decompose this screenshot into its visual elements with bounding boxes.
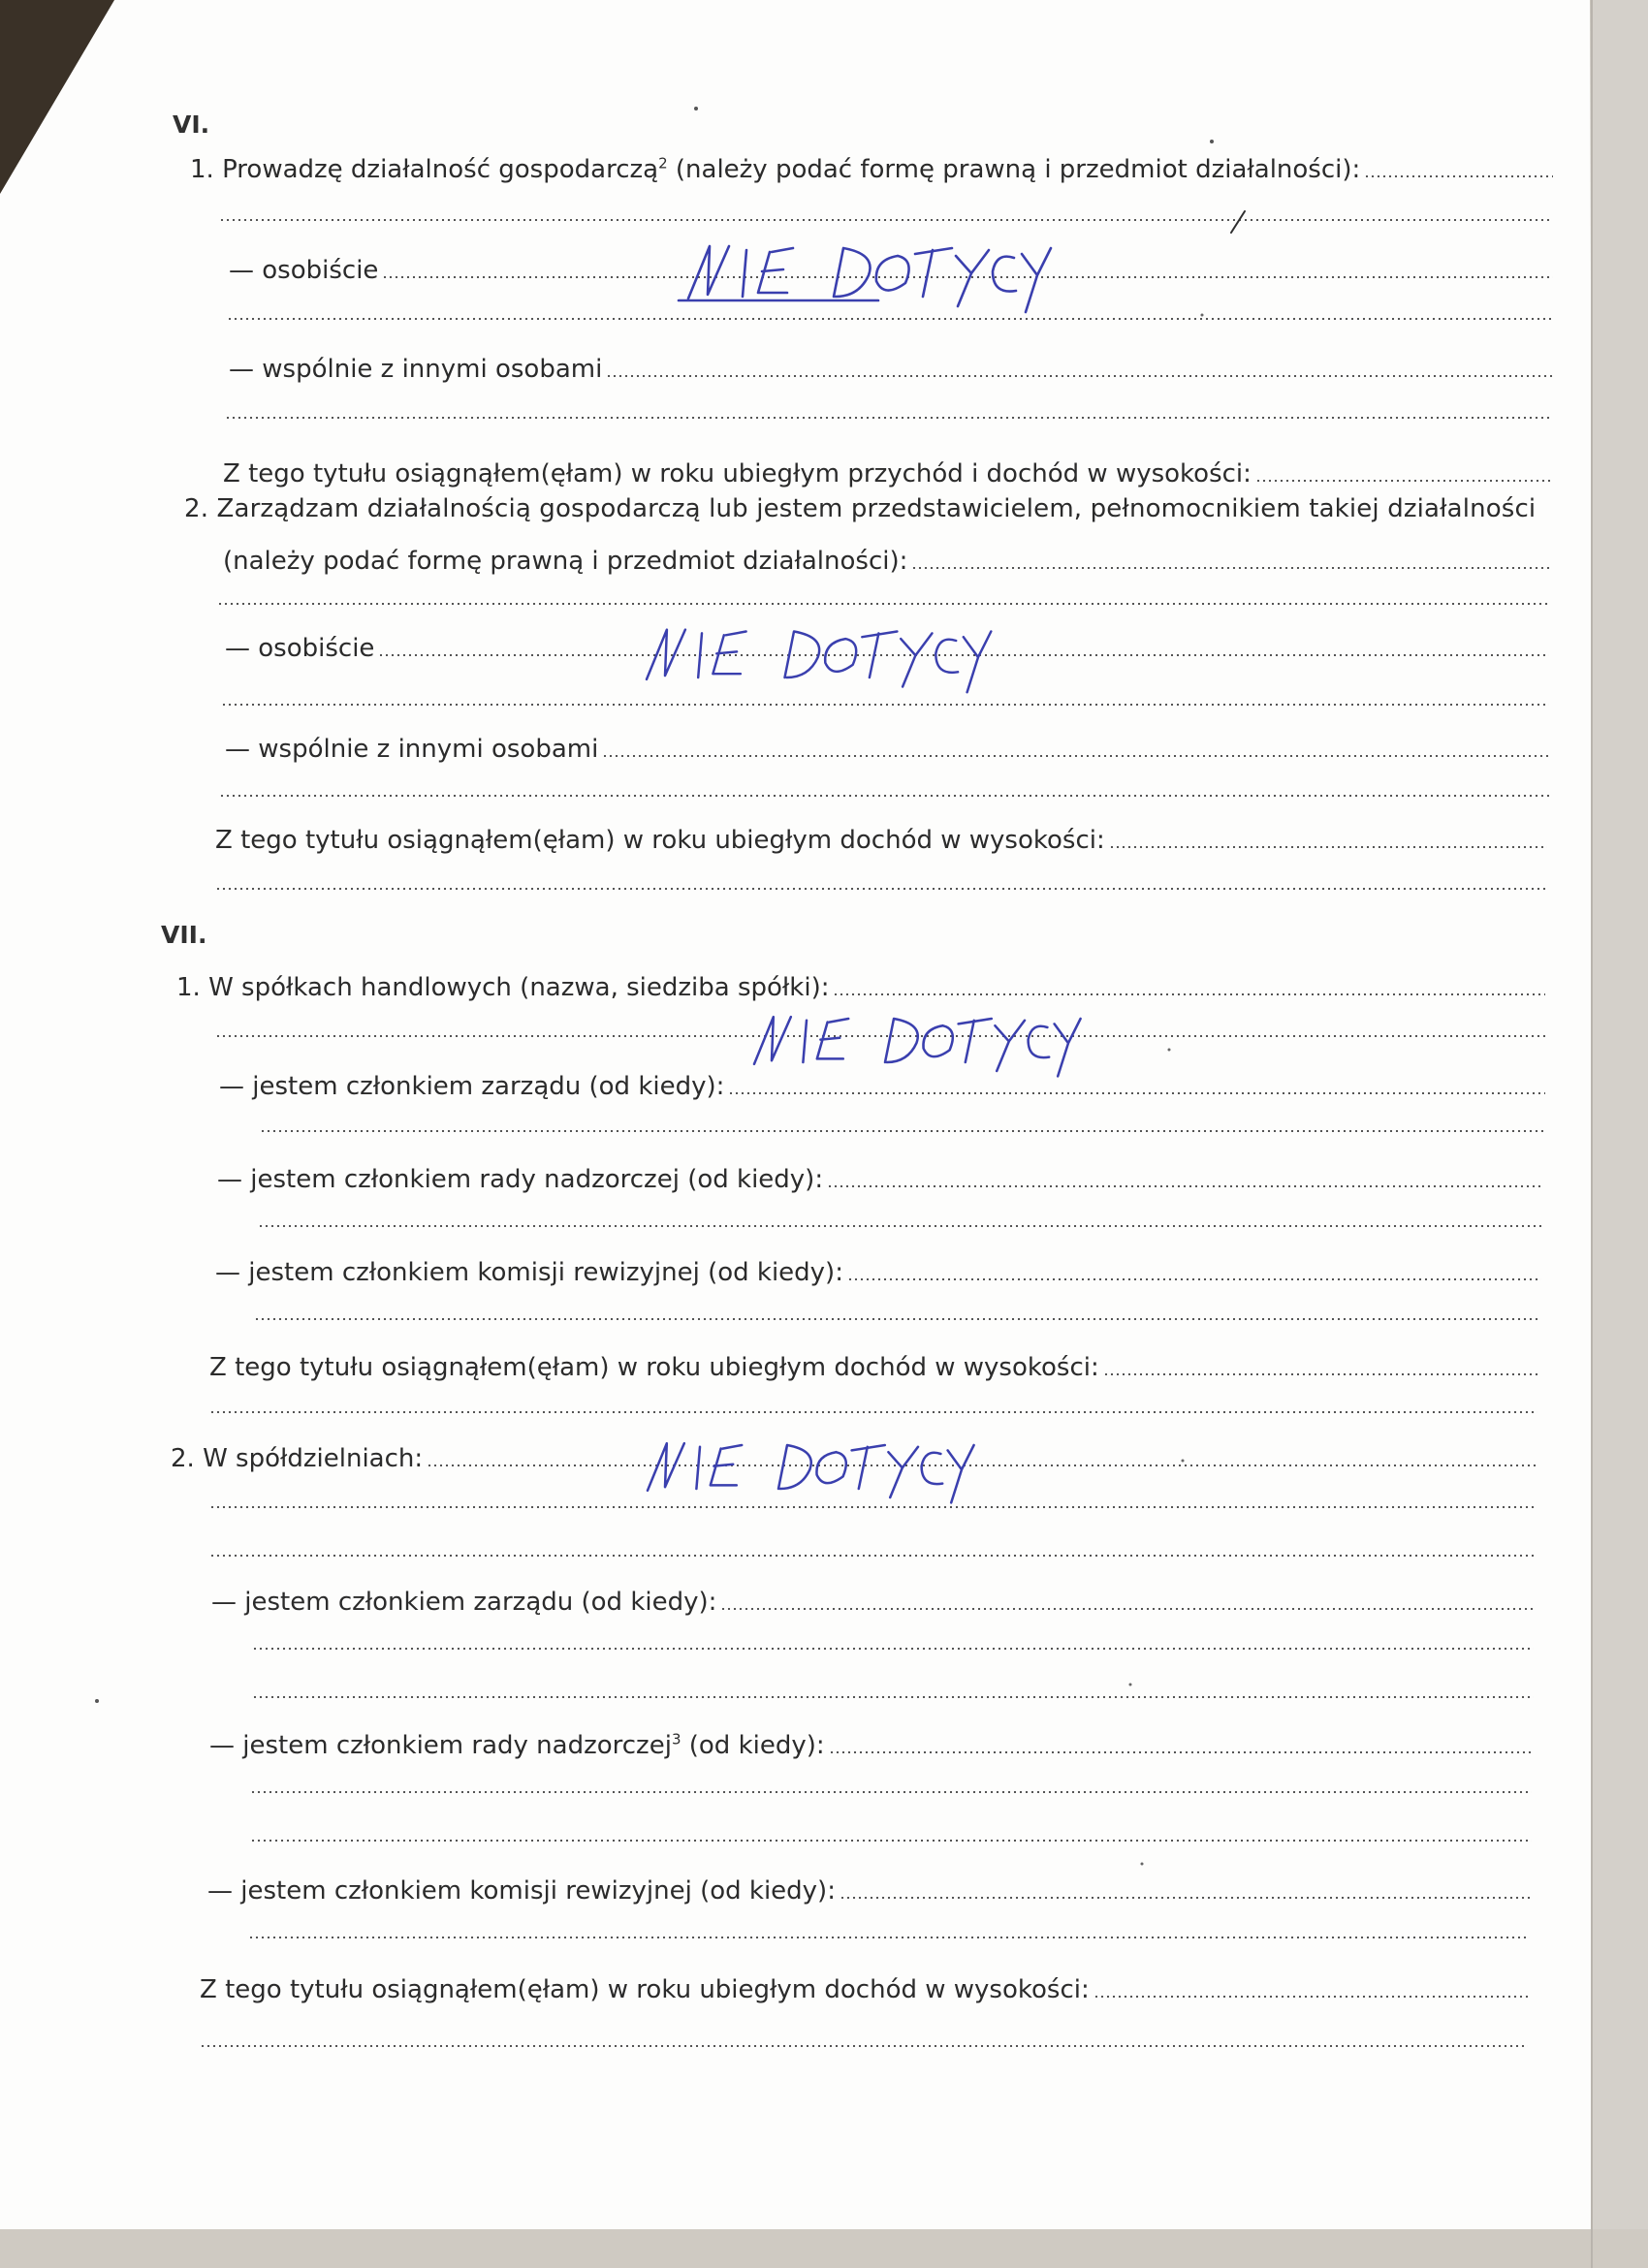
vii-1-board-blank-line[interactable] [260,1130,1543,1132]
vi-2-blank-line[interactable] [217,603,1549,605]
section-vi-heading: VI. [173,110,210,139]
vii-1-audit-line [215,1256,1541,1289]
vii-2-supervisory-line [209,1729,1534,1762]
vii-2-intro-fill[interactable] [427,1465,1537,1466]
vii-2-audit-line [207,1874,1532,1907]
vii-2-intro-label: 2. W spółdzielniach: [171,1444,424,1473]
vii-1-income-fill[interactable] [1103,1373,1539,1375]
vi-2-joint-line [225,733,1549,766]
vii-2-income-blank-line[interactable] [200,2045,1528,2047]
vi-1-intro-label: 1. Prowadzę działalność gospodarczą$^2$ (należy podać formę prawną i przedmiot działalności): [190,154,1361,184]
vi-2-joint-label: — wspólnie z innymi osobami [225,735,599,764]
vii-1-intro-label: 1. W spółkach handlowych (nazwa, siedziba spółki): [176,973,830,1002]
vi-1-personal-blank-line[interactable] [227,318,1551,320]
vii-2-income-line [200,1973,1530,2006]
section-vii-heading: VII. [161,921,207,949]
vi-2-income-fill[interactable] [1109,846,1547,848]
vii-2-income-fill[interactable] [1093,1996,1530,1998]
vii-1-intro-fill[interactable] [833,993,1545,995]
vii-1-audit-blank-line[interactable] [254,1318,1539,1320]
vii-2-board-line [211,1586,1536,1619]
handwritten-annotation-vi-1 [669,238,1057,316]
vi-1-blank-line[interactable] [219,219,1551,221]
vii-2-board-fill[interactable] [720,1608,1536,1610]
vi-2-intro-line-a [184,492,1551,525]
vii-1-supervisory-label: — jestem członkiem rady nadzorczej (od kiedy): [217,1165,824,1194]
vii-2-audit-label: — jestem członkiem komisji rewizyjnej (od kiedy): [207,1876,836,1906]
vii-1-income-label: Z tego tytułu osiągnąłem(ęłam) w roku ubiegłym dochód w wysokości: [209,1353,1099,1382]
vii-2-audit-fill[interactable] [840,1897,1532,1899]
vii-1-income-blank-line[interactable] [209,1411,1537,1413]
vii-1-intro-line [176,971,1545,1004]
vii-2-supervisory-blank-line-1[interactable] [250,1791,1532,1793]
vi-1-joint-line [229,353,1553,386]
vii-2-income-label: Z tego tytułu osiągnąłem(ęłam) w roku ubiegłym dochód w wysokości: [200,1975,1090,2004]
vii-1-supervisory-fill[interactable] [827,1185,1543,1187]
vii-1-supervisory-line [217,1163,1543,1196]
vii-2-board-blank-line-1[interactable] [252,1648,1534,1650]
vi-1-joint-blank-line[interactable] [225,417,1551,419]
vi-2-intro-line-b [223,545,1551,578]
vii-2-audit-blank-line[interactable] [248,1937,1530,1938]
vii-1-board-label: — jestem członkiem zarządu (od kiedy): [219,1072,725,1101]
vi-2-personal-blank-line[interactable] [221,704,1549,706]
vi-2-intro-label-a: 2. Zarządzam działalnością gospodarczą lub jestem przedstawicielem, pełnomocnikiem takiej działalności [184,494,1537,523]
pen-mark [1223,207,1252,236]
vii-2-supervisory-blank-line-2[interactable] [250,1840,1532,1842]
vi-1-income-fill[interactable] [1255,480,1551,482]
vi-2-joint-fill[interactable] [602,755,1549,757]
vi-2-intro-label-b: (należy podać formę prawną i przedmiot działalności): [223,547,908,576]
vi-1-intro-fill[interactable] [1364,175,1553,177]
vi-1-income-line [223,457,1551,490]
vi-2-joint-blank-line[interactable] [219,795,1549,797]
vi-2-income-blank-line[interactable] [215,888,1547,890]
vii-1-audit-fill[interactable] [847,1278,1541,1280]
vi-2-income-line [215,824,1547,857]
vii-2-supervisory-label: — jestem członkiem rady nadzorczej$^3$ (od kiedy): [209,1730,825,1760]
vi-1-intro-line [190,153,1553,186]
vii-1-income-line [209,1351,1539,1384]
handwritten-annotation-vii-1 [737,1006,1086,1084]
vi-1-income-label: Z tego tytułu osiągnąłem(ęłam) w roku ubiegłym przychód i dochód w wysokości: [223,459,1252,488]
vii-2-supervisory-fill[interactable] [829,1751,1534,1753]
vii-1-board-fill[interactable] [728,1092,1545,1094]
handwritten-annotation-vii-2 [630,1433,979,1510]
handwritten-annotation-vi-2 [628,620,997,698]
vi-1-joint-label: — wspólnie z innymi osobami [229,355,603,384]
vii-1-supervisory-blank-line[interactable] [258,1225,1541,1227]
vi-2-personal-label: — osobiście [225,634,375,663]
vi-2-intro-fill[interactable] [911,567,1551,569]
vii-1-audit-label: — jestem członkiem komisji rewizyjnej (od kiedy): [215,1258,843,1287]
vi-1-joint-fill[interactable] [606,375,1553,377]
vii-2-blank-line-2[interactable] [209,1555,1536,1557]
vi-2-income-label: Z tego tytułu osiągnąłem(ęłam) w roku ubiegłym dochód w wysokości: [215,826,1105,855]
vi-1-personal-label: — osobiście [229,256,379,285]
vii-2-board-label: — jestem członkiem zarządu (od kiedy): [211,1588,717,1617]
vii-2-board-blank-line-2[interactable] [252,1696,1534,1698]
